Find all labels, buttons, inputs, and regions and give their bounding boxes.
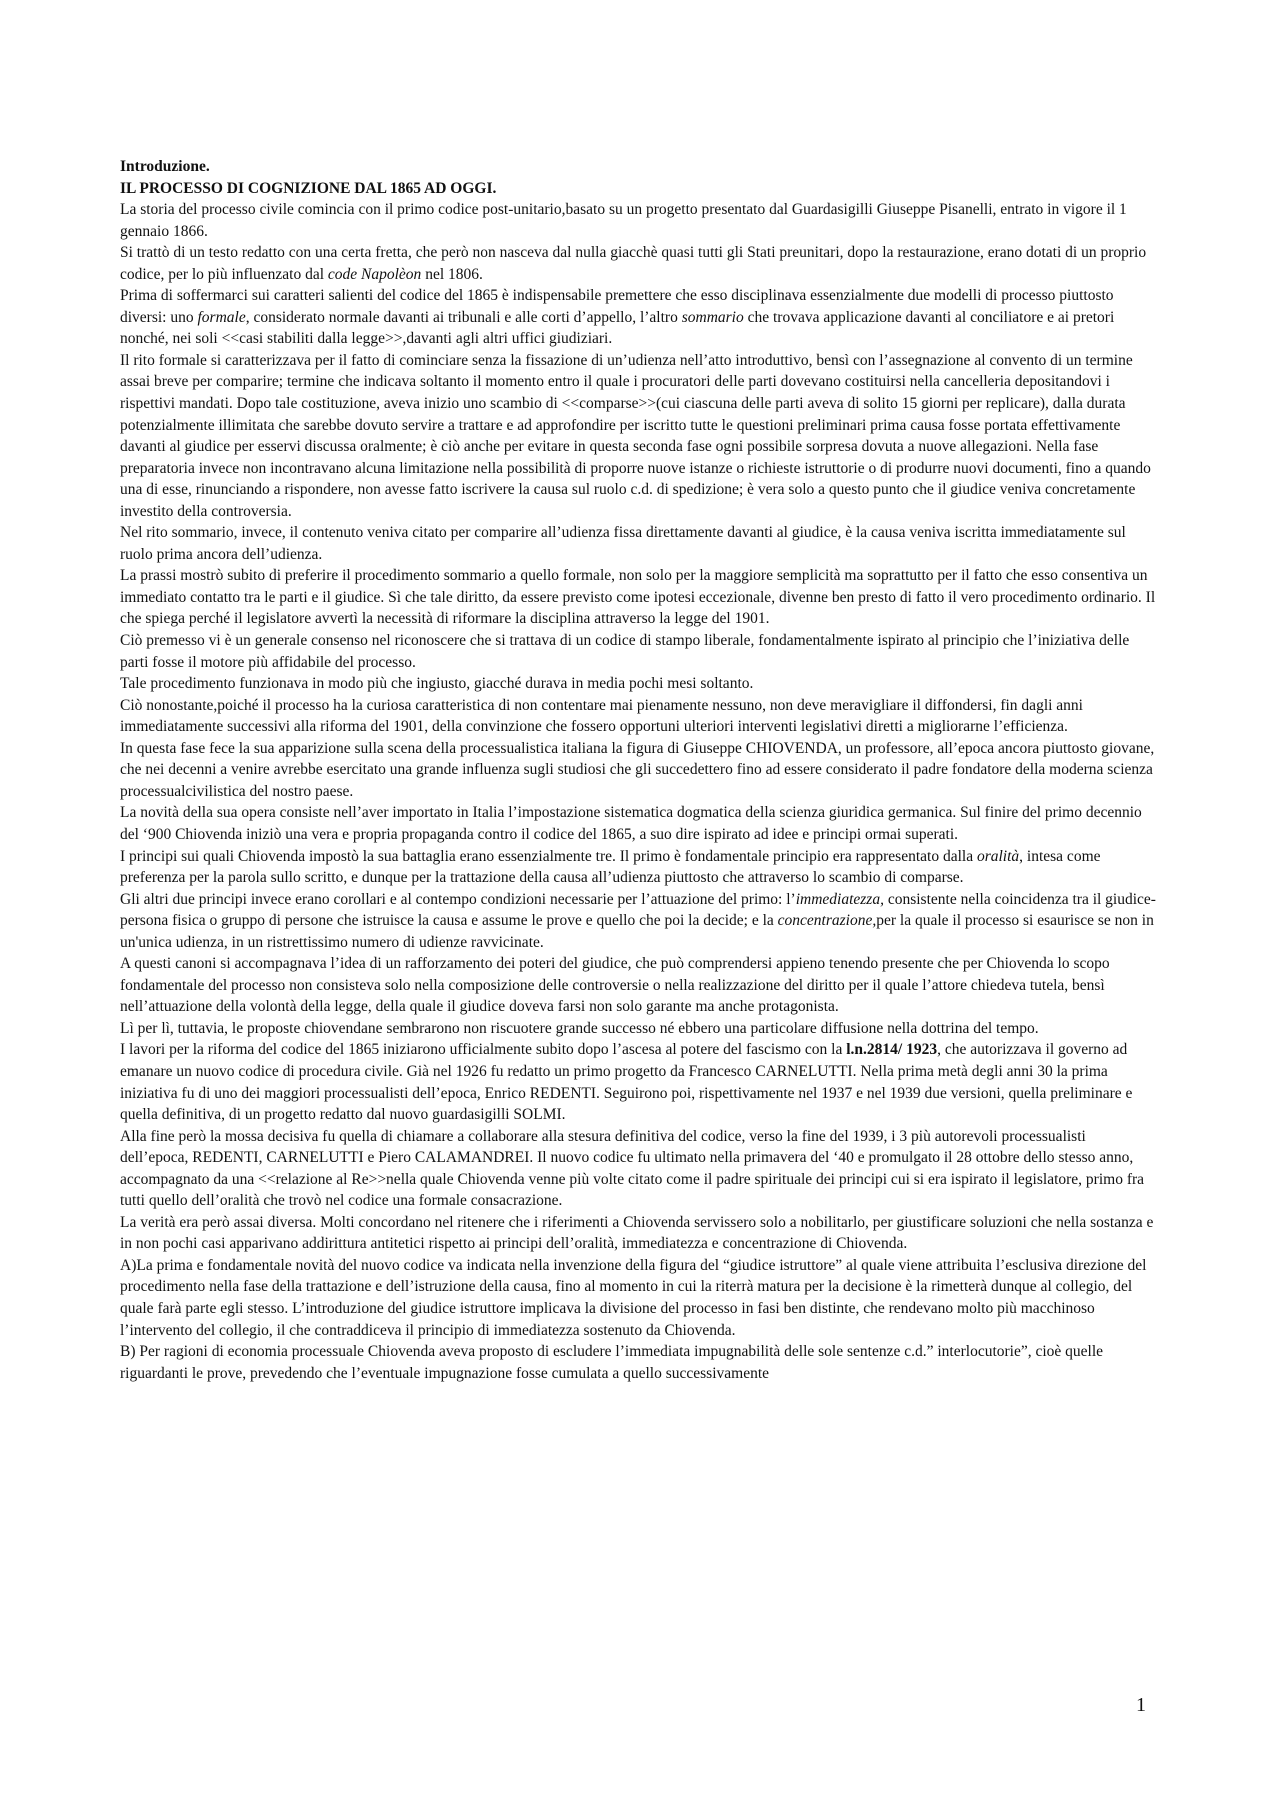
text-run: Nel rito sommario, invece, il contenuto veniva citato per comparire all’udienza fissa direttamente davanti al giudice, è la causa veniva iscritta immediatamente sul ruolo prima ancora dell’udienza. (120, 524, 1126, 563)
italic-text-run: code Napolèon (327, 265, 422, 283)
body-paragraph (120, 242, 1157, 285)
text-run: , che autorizzava il governo ad emanare un nuovo codice di procedura civile. Già nel 1926 fu redatto un primo progetto da Francesco CARNELUTTI. Nella prima metà degli anni 30 la prima iniziativa fu di uno dei maggiori processualisti dell’epoca, Enrico REDENTI. Seguirono poi, rispettivamente nel 1937 e nel 1939 due versioni, quella preliminare e quella definitiva, di un progetto redatto dal nuovo guardasigilli SOLMI. (120, 1041, 1133, 1124)
body-paragraph (120, 889, 1157, 954)
text-run: , considerato normale davanti ai tribunali e alle corti d’appello, l’altro (245, 308, 682, 326)
body-paragraph (120, 802, 1157, 845)
text-run: B) Per ragioni di economia processuale Chiovenda aveva proposto di escludere l’immediata impugnabilità delle sole sentenze c.d.” interlocutorie”, cioè quelle riguardanti le prove, prevedendo che l’eventuale impugnazione fosse cumulata a quello successivamente (120, 1343, 1104, 1382)
body-paragraph (120, 1212, 1157, 1255)
paragraph-list (120, 199, 1157, 1384)
text-run: Il rito formale si caratterizzava per il fatto di cominciare senza la fissazione di un’udienza nell’atto introduttivo, bensì con l’assegnazione al convento di un termine assai breve per comparire; termine che indicava soltanto il momento entro il quale i procuratori delle parti dovevano costituirsi nella cancelleria depositandovi i rispettivi mandati. Dopo tale costituzione, aveva inizio uno scambio di <<comparse>>(cui ciascuna delle parti aveva di solito 15 giorni per replicare), dalla durata potenzialmente illimitata che sarebbe dovuto servire a trattare e ad approfondire per iscritto tutte le questioni preliminari prima causa fosse portata effettivamente davanti al giudice per esservi discussa oralmente; è ciò anche per evitare in questa seconda fase ogni possibile sorpresa dovuta a nuove allegazioni. Nella fase preparatoria invece non incontravano alcuna limitazione nella possibilità di proporre nuove istanze o richieste istruttorie o di produrre nuovi documenti, fino a quando una di esse, rinunciando a rispondere, non avesse fatto iscrivere la causa sul ruolo c.d. di spedizione; è vera solo a questo punto che il giudice veniva concretamente investito della controversia. (120, 351, 1151, 520)
italic-text-run: concentrazione, (777, 912, 877, 930)
body-paragraph (120, 1126, 1157, 1212)
text-run: per la quale il processo si esaurisce se non in un'unica udienza, in un ristrettissimo numero di udienze ravvicinate. (120, 912, 1154, 951)
italic-text-run: formale (197, 308, 246, 326)
body-paragraph (120, 846, 1157, 889)
body-paragraph (120, 738, 1157, 803)
body-paragraph (120, 522, 1157, 565)
text-run: , intesa come preferenza per la parola sullo scritto, e dunque per la trattazione della causa all’udienza piuttosto che attraverso lo scambio di comparse. (120, 847, 1101, 887)
text-run: Ciò premesso vi è un generale consenso nel riconoscere che si trattava di un codice di stampo liberale, fondamentalmente ispirato al principio che l’iniziativa delle parti fosse il motore più affidabile del processo. (120, 632, 1130, 671)
text-run: In questa fase fece la sua apparizione sulla scena della processualistica italiana la figura di Giuseppe CHIOVENDA, un professore, all’epoca ancora piuttosto giovane, che nei decenni a venire avrebbe esercitato una grande influenza sugli studiosi che gli succedettero fino ad essere considerato il padre fondatore della moderna scienza processualcivilistica del nostro paese. (120, 739, 1155, 800)
italic-text-run: oralità (976, 847, 1020, 865)
text-run: La verità era però assai diversa. Molti concordano nel ritenere che i riferimenti a Chiovenda servissero solo a nobilitarlo, per giustificare soluzioni che nella sostanza e in non pochi casi apparivano addirittura antitetici rispetto ai principi dell’oralità, immediatezza e concentrazione di Chiovenda. (120, 1213, 1154, 1253)
italic-text-run: immediatezza, (795, 890, 884, 908)
text-run: Lì per lì, tuttavia, le proposte chiovendane sembrarono non riscuotere grande successo né ebbero una particolare diffusione nella dottrina del tempo. (120, 1019, 1039, 1037)
body-paragraph (120, 1341, 1157, 1384)
text-run: nel 1806. (421, 265, 483, 283)
text-run: A questi canoni si accompagnava l’idea di un rafforzamento dei poteri del giudice, che può comprendersi appieno tenendo presente che per Chiovenda lo scopo fondamentale del processo non consisteva solo nella composizione delle controversie o nella realizzazione del diritto per il quale l’attore chiedeva tutela, bensì nell’attuazione della volontà della legge, della quale il giudice doveva farsi non solo garante ma anche protagonista. (120, 955, 1110, 1016)
text-run: La prassi mostrò subito di preferire il procedimento sommario a quello formale, non solo per la maggiore semplicità ma soprattutto per il fatto che esso consentiva un immediato contatto tra le parti e il giudice. Sì che tale diritto, da essere previsto come ipotesi eccezionale, divenne ben presto di fatto il vero procedimento ordinario. Il che spiega perché il legislatore avvertì la necessità di riformare la disciplina attraverso la legge del 1901. (120, 567, 1156, 628)
body-paragraph (120, 565, 1157, 630)
text-run: Gli altri due principi invece erano corollari e al contempo condizioni necessarie per l’attuazione del primo: l’ (120, 890, 796, 908)
intro-heading: Introduzione. (120, 158, 210, 175)
document-title: IL PROCESSO DI COGNIZIONE DAL 1865 AD OGGI. (120, 179, 497, 197)
body-paragraph (120, 953, 1157, 1018)
text-run: La novità della sua opera consiste nell’aver importato in Italia l’impostazione sistematica dogmatica della scienza giuridica germanica. Sul finire del primo decennio del ‘900 Chiovenda iniziò una vera e propria propaganda contro il codice del 1865, a suo dire ispirato ad idee e principi ormai superati. (120, 804, 1142, 843)
body-paragraph (120, 350, 1157, 522)
body-paragraph (120, 695, 1157, 738)
body-paragraph (120, 1039, 1157, 1125)
bold-text-run: l.n.2814/ 1923 (846, 1041, 938, 1059)
text-run: La storia del processo civile comincia con il primo codice post-unitario,basato su un progetto presentato dal Guardasigilli Giuseppe Pisanelli, entrato in vigore il 1 gennaio 1866. (120, 201, 1127, 240)
document-body (120, 156, 1157, 1384)
text-run: Prima di soffermarci sui caratteri salienti del codice del 1865 è indispensabile premettere che esso disciplinava essenzialmente due modelli di processo piuttosto diversi: uno (120, 287, 1114, 326)
body-paragraph (120, 673, 1157, 695)
body-paragraph (120, 199, 1157, 242)
body-paragraph (120, 1018, 1157, 1040)
text-run: Ciò nonostante,poiché il processo ha la curiosa caratteristica di non contentare mai pienamente nessuno, non deve meravigliare il diffondersi, fin dagli anni immediatamente successivi alla riforma del 1901, della convinzione che fossero opportuni ulteriori interventi legislativi diretti a migliorarne l’efficienza. (120, 696, 1083, 736)
body-paragraph (120, 285, 1157, 350)
text-run: consistente nella coincidenza tra il giudice-persona fisica o gruppo di persone che istruisce la causa e assume le prove e quello che poi la decide; e la (120, 890, 1156, 930)
text-run: Tale procedimento funzionava in modo più che ingiusto, giacché durava in media pochi mesi soltanto. (120, 675, 754, 693)
text-run: Alla fine però la mossa decisiva fu quella di chiamare a collaborare alla stesura definitiva del codice, verso la fine del 1939, i 3 più autorevoli processualisti dell’epoca, REDENTI, CARNELUTTI e Piero CALAMANDREI. Il nuovo codice fu ultimato nella primavera del ‘40 e promulgato il 28 ottobre dello stesso anno, accompagnato da una <<relazione al Re>>nella quale Chiovenda venne più volte citato come il padre spirituale dei principi cui si era ispirato il legislatore, primo fra tutti quello dell’oralità che trovò nel codice una formale consacrazione. (120, 1127, 1145, 1210)
text-run: A)La prima e fondamentale novità del nuovo codice va indicata nella invenzione della figura del “giudice istruttore” al quale viene attribuita l’esclusiva direzione del procedimento nella fase della trattazione e dell’istruzione della causa, fino al momento in cui la riterrà matura per la decisione è la rimetterà dunque al collegio, del quale farà parte egli stesso. L’introduzione del giudice istruttore implicava la divisione del processo in fasi ben distinte, che rendevano molto più macchinoso l’intervento del collegio, il che contraddiceva il principio di immediatezza sostenuto da Chiovenda. (120, 1256, 1147, 1339)
text-run: I lavori per la riforma del codice del 1865 iniziarono ufficialmente subito dopo l’ascesa al potere del fascismo con la (120, 1041, 847, 1059)
text-run: che trovava applicazione davanti al conciliatore e ai pretori nonché, nei soli <<casi stabiliti dalla legge>>,davanti agli altri uffici giudiziari. (120, 308, 1115, 348)
body-paragraph (120, 1255, 1157, 1341)
italic-text-run: sommario (681, 308, 744, 326)
text-run: Si trattò di un testo redatto con una certa fretta, che però non nasceva dal nulla giacchè quasi tutti gli Stati preunitari, dopo la restaurazione, erano dotati di un proprio codice, per lo più influenzato dal (120, 244, 1147, 283)
text-run: I principi sui quali Chiovenda impostò la sua battaglia erano essenzialmente tre. Il primo è fondamentale principio era rappresentato dalla (120, 847, 977, 865)
body-paragraph (120, 630, 1157, 673)
page-number: 1 (1136, 1694, 1146, 1716)
